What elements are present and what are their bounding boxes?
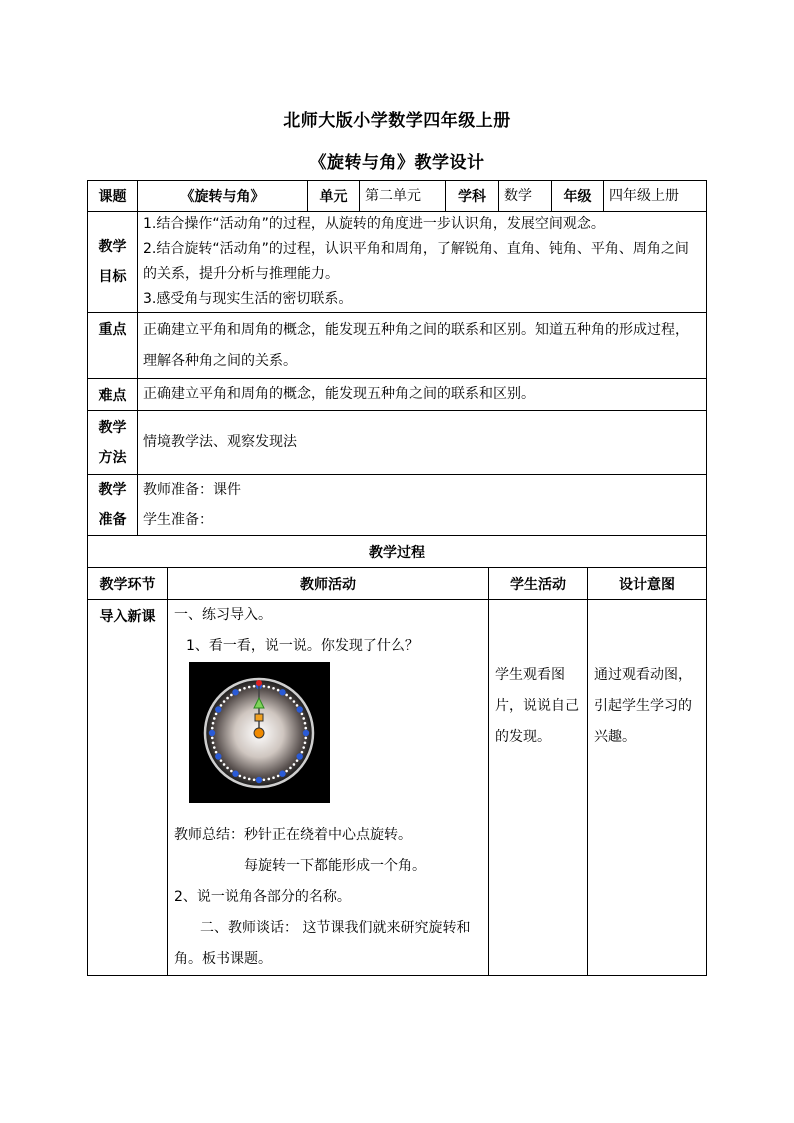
hour-marker [303,730,309,736]
minute-marker [253,778,256,781]
minute-marker [296,704,299,707]
minute-marker [213,746,216,749]
stage-cell: 导入新课 [88,600,168,976]
minute-marker [226,697,229,700]
minute-marker [277,775,280,778]
teacher-line: 1、看一看，说一说。你发现了什么？ [186,638,419,654]
goal-item: 2.结合旋转“活动角”的过程，认识平角和周角，了解锐角、直角、钝角、平角、周角之间的关系，提升分析与推理能力。 [143,241,689,282]
minute-marker [289,767,292,770]
minute-marker [293,763,296,766]
minute-marker [215,713,218,716]
method-text: 情境教学法、观察发现法 [138,411,707,475]
minute-marker [215,751,218,754]
unit-value: 第二单元 [360,181,446,212]
minute-marker [277,689,280,692]
key-label: 重点 [88,313,138,379]
col-intent-header: 设计意图 [588,568,707,600]
hour-marker [279,689,285,695]
minute-marker [211,737,214,740]
topic-label: 课题 [88,181,138,212]
goal-label: 教学 目标 [88,212,138,313]
col-student-header: 学生活动 [489,568,588,600]
minute-marker [302,717,305,720]
minute-marker [243,776,246,779]
minute-marker [302,746,305,749]
design-intent-cell: 通过观看动图，引起学生学习的兴趣。 [588,600,707,976]
hour-marker [232,689,238,695]
process-title: 教学过程 [88,536,707,568]
minute-marker [253,685,256,688]
minute-marker [220,704,223,707]
difficulty-label: 难点 [88,379,138,411]
clock-icon [189,662,330,803]
minute-marker [239,775,242,778]
minute-marker [248,778,251,781]
hour-marker [279,771,285,777]
minute-marker [243,687,246,690]
minute-marker [272,687,275,690]
prep-label: 教学 准备 [88,475,138,536]
method-label: 教学 方法 [88,411,138,475]
minute-marker [272,776,275,779]
grade-label: 年级 [552,181,604,212]
minute-marker [263,778,266,781]
minute-marker [301,751,304,754]
hour-marker [297,753,303,759]
minute-marker [263,685,266,688]
goals-cell [138,212,707,313]
key-text: 正确建立平角和周角的概念，能发现五种角之间的联系和区别。知道五种角的形成过程，理解各种角之间的关系。 [138,313,707,379]
grade-value: 四年级上册 [604,181,707,212]
minute-marker [267,686,270,689]
teacher-line: 一、练习导入。 [174,607,272,623]
teacher-line: 二、教师谈话： 这节课我们就来研究旋转和角。板书课题。 [174,920,471,967]
minute-marker [212,722,215,725]
minute-marker [304,727,307,730]
minute-marker [285,770,288,773]
teacher-line: 教师总结：秒针正在绕着中心点旋转。 [174,827,412,843]
minute-marker [248,686,251,689]
prep-teacher: 教师准备：课件 [143,482,241,498]
minute-marker [293,700,296,703]
minute-marker [304,737,307,740]
minute-marker [304,722,307,725]
difficulty-text: 正确建立平角和周角的概念，能发现五种角之间的联系和区别。 [138,379,707,411]
hour-marker [215,706,221,712]
minute-marker [226,767,229,770]
minute-marker [239,689,242,692]
hour-marker [209,730,215,736]
hour-marker [215,753,221,759]
minute-marker [223,700,226,703]
topic-value: 《旋转与角》 [138,181,308,212]
minute-marker [213,717,216,720]
hour-marker [256,777,262,783]
teacher-line: 每旋转一下都能形成一个角。 [244,858,426,874]
hour-marker [297,706,303,712]
goal-item: 1.结合操作“活动角”的过程，从旋转的角度进一步认识角，发展空间观念。 [143,216,605,232]
col-stage-header: 教学环节 [88,568,168,600]
minute-marker [212,741,215,744]
prep-student: 学生准备： [143,512,213,528]
minute-marker [220,759,223,762]
clock-image [189,662,330,803]
minute-marker [285,694,288,697]
col-teacher-header: 教师活动 [168,568,489,600]
minute-marker [223,763,226,766]
minute-marker [304,741,307,744]
minute-marker [301,713,304,716]
subject-value: 数学 [499,181,552,212]
prep-cell [138,475,707,536]
teaching-process-table [87,535,707,976]
unit-label: 单元 [308,181,360,212]
minute-marker [289,697,292,700]
student-activity-cell: 学生观看图片，说说自己的发现。 [489,600,588,976]
minute-marker [296,759,299,762]
minute-marker [230,770,233,773]
subject-label: 学科 [446,181,499,212]
hour-marker [232,771,238,777]
teacher-line: 2、说一说角各部分的名称。 [174,889,351,905]
minute-marker [267,778,270,781]
document-title: 北师大版小学数学四年级上册 [283,111,511,131]
lesson-info-table [87,180,707,536]
minute-marker [230,694,233,697]
minute-marker [211,727,214,730]
goal-item: 3.感受角与现实生活的密切联系。 [143,291,353,307]
document-subtitle: 《旋转与角》教学设计 [309,153,485,173]
